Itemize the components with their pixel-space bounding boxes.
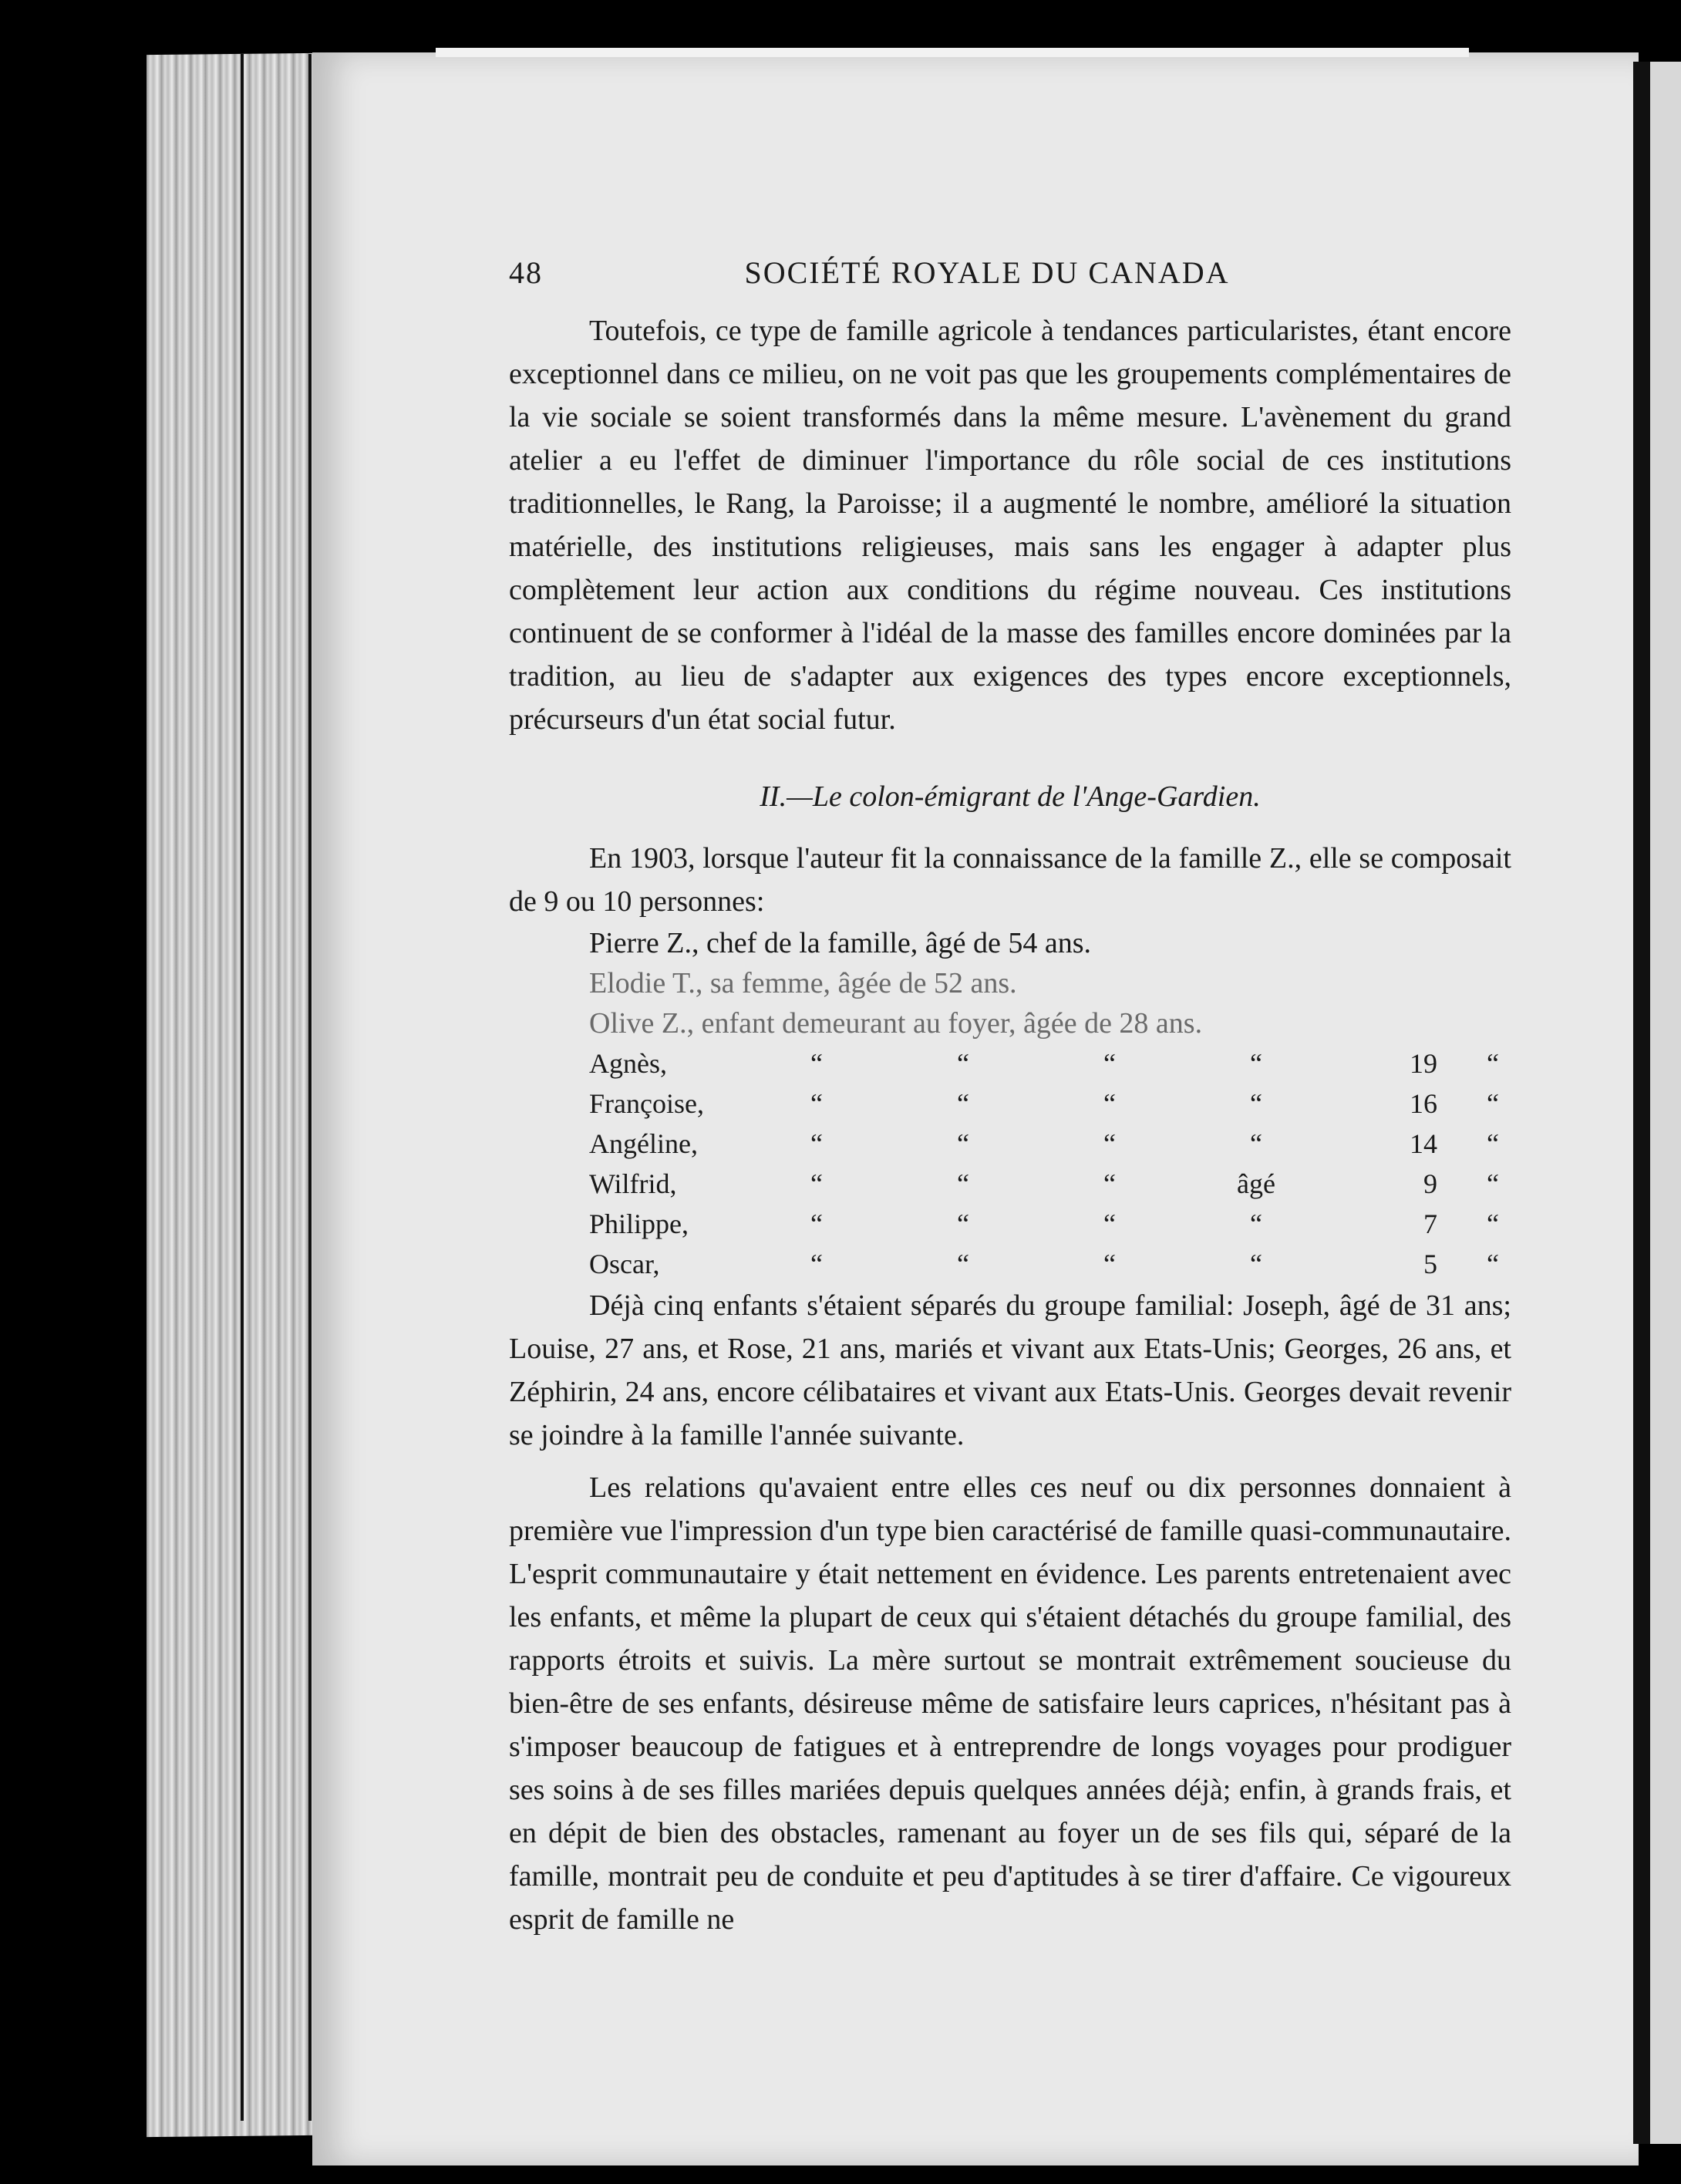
child-name: Philippe, <box>589 1208 689 1239</box>
ditto-mark: “ <box>810 1208 823 1239</box>
ditto-mark: “ <box>810 1128 823 1159</box>
age-word: âgé <box>1237 1168 1275 1199</box>
paragraph-1: Toutefois, ce type de famille agricole à tendances particularistes, étant encore exceptionnel dans ce milieu, on ne voit pas que les groupements complémentaires de la vie sociale se soient transformés dans la même mesure. L'avènement du grand atelier a eu l'effet de diminuer l'importance du rôle social de ces institutions traditionnelles, le Rang, la Paroisse; il a augmenté le nombre, amélioré la situation matérielle, des institutions religieuses, mais sans les engager à adapter plus complètement leur action aux conditions du régime nouveau. Ces institutions continuent de se conformer à l'idéal de la masse des familles encore dominées par la tradition, au lieu de s'adapter aux exigences des types encore exceptionnels, précurseurs d'un état social futur. <box>509 315 1511 736</box>
running-head: SOCIÉTÉ ROYALE DU CANADA <box>744 255 1230 290</box>
child-age: 9 <box>1423 1168 1437 1199</box>
ditto-mark: “ <box>1487 1249 1499 1279</box>
gutter-shadow <box>1633 62 1650 2144</box>
edge-line <box>241 54 244 2121</box>
ditto-mark: “ <box>1487 1128 1499 1159</box>
ditto-mark: “ <box>1250 1128 1262 1159</box>
child-age: 5 <box>1423 1249 1437 1279</box>
child-age: 14 <box>1410 1128 1437 1159</box>
ditto-mark: “ <box>1487 1208 1499 1239</box>
ditto-mark: “ <box>1487 1168 1499 1199</box>
ditto-mark: “ <box>1250 1088 1262 1119</box>
ditto-mark: “ <box>957 1048 969 1079</box>
child-age: 16 <box>1410 1088 1437 1119</box>
ditto-mark: “ <box>1250 1048 1262 1079</box>
ditto-mark: “ <box>1103 1249 1116 1279</box>
ditto-mark: “ <box>1250 1249 1262 1279</box>
ditto-mark: “ <box>1103 1168 1116 1199</box>
page-top-highlight <box>436 48 1469 57</box>
ditto-mark: “ <box>810 1088 823 1119</box>
family-roster <box>589 923 1511 1043</box>
edge-line <box>308 54 312 2121</box>
ditto-mark: “ <box>1103 1208 1116 1239</box>
ditto-mark: “ <box>957 1128 969 1159</box>
intro-paragraph: En 1903, lorsque l'auteur fit la connaissance de la famille Z., elle se composait de 9 ou 10 personnes: <box>509 842 1511 918</box>
table-row <box>589 1124 1499 1164</box>
page-number: 48 <box>509 255 543 290</box>
ditto-mark: “ <box>1103 1048 1116 1079</box>
ditto-mark: “ <box>1487 1048 1499 1079</box>
book-page-edges <box>147 53 312 2137</box>
ditto-mark: “ <box>810 1168 823 1199</box>
ditto-mark: “ <box>1250 1208 1262 1239</box>
section-title: II.—Le colon-émigrant de l'Ange-Gardien. <box>760 780 1261 813</box>
ditto-mark: “ <box>810 1048 823 1079</box>
ditto-mark: “ <box>810 1249 823 1279</box>
table-row <box>589 1084 1499 1124</box>
paragraph-3: Les relations qu'avaient entre elles ces neuf ou dix personnes donnaient à première vue l'impression d'un type bien caractérisé de famille quasi-communautaire. L'esprit communautaire y était nettement en évidence. Les parents entretenaient avec les enfants, et même la plupart de ceux qui s'étaient détachés du groupe familial, des rapports étroits et suivis. La mère surtout se montrait extrêmement soucieuse du bien-être de ses enfants, désireuse même de satisfaire leurs caprices, n'hésitant pas à s'imposer beaucoup de fatigues et à entreprendre de longs voyages pour prodiguer ses soins à de ses filles mariées depuis quelques années déjà; enfin, à grands frais, et en dépit de bien des obstacles, ramenant au foyer un de ses fils qui, séparé de la famille, montrait peu de conduite et peu d'aptitudes à se tirer d'affaire. Ce vigoureux esprit de famille ne <box>509 1471 1511 1936</box>
roster-line: Olive Z., enfant demeurant au foyer, âgée de 28 ans. <box>589 1007 1203 1040</box>
child-age: 19 <box>1410 1048 1437 1079</box>
child-name: Oscar, <box>589 1249 660 1279</box>
child-name: Agnès, <box>589 1048 667 1079</box>
child-name: Angéline, <box>589 1128 698 1159</box>
next-page-sliver <box>1650 62 1681 2144</box>
table-row <box>589 1204 1499 1244</box>
roster-line: Elodie T., sa femme, âgée de 52 ans. <box>589 967 1017 999</box>
ditto-mark: “ <box>1103 1088 1116 1119</box>
table-row <box>589 1164 1499 1204</box>
child-name: Wilfrid, <box>589 1168 677 1199</box>
paragraph-2: Déjà cinq enfants s'étaient séparés du groupe familial: Joseph, âgé de 31 ans; Louise, 27 ans, et Rose, 21 ans, mariés et vivant aux Etats-Unis; Georges, 26 ans, et Zéphirin, 24 ans, encore célibataires et vivant aux Etats-Unis. Georges devait revenir se joindre à la famille l'année suivante. <box>509 1289 1511 1451</box>
table-row <box>589 1244 1499 1284</box>
page-text <box>509 254 1511 1941</box>
children-table <box>589 1043 1499 1284</box>
page-header <box>509 254 1511 291</box>
ditto-mark: “ <box>957 1168 969 1199</box>
ditto-mark: “ <box>957 1249 969 1279</box>
ditto-mark: “ <box>957 1208 969 1239</box>
ditto-mark: “ <box>1103 1128 1116 1159</box>
table-row <box>589 1043 1499 1084</box>
child-age: 7 <box>1423 1208 1437 1239</box>
roster-line: Pierre Z., chef de la famille, âgé de 54 ans. <box>589 927 1091 959</box>
ditto-mark: “ <box>1487 1088 1499 1119</box>
ditto-mark: “ <box>957 1088 969 1119</box>
child-name: Françoise, <box>589 1088 704 1119</box>
